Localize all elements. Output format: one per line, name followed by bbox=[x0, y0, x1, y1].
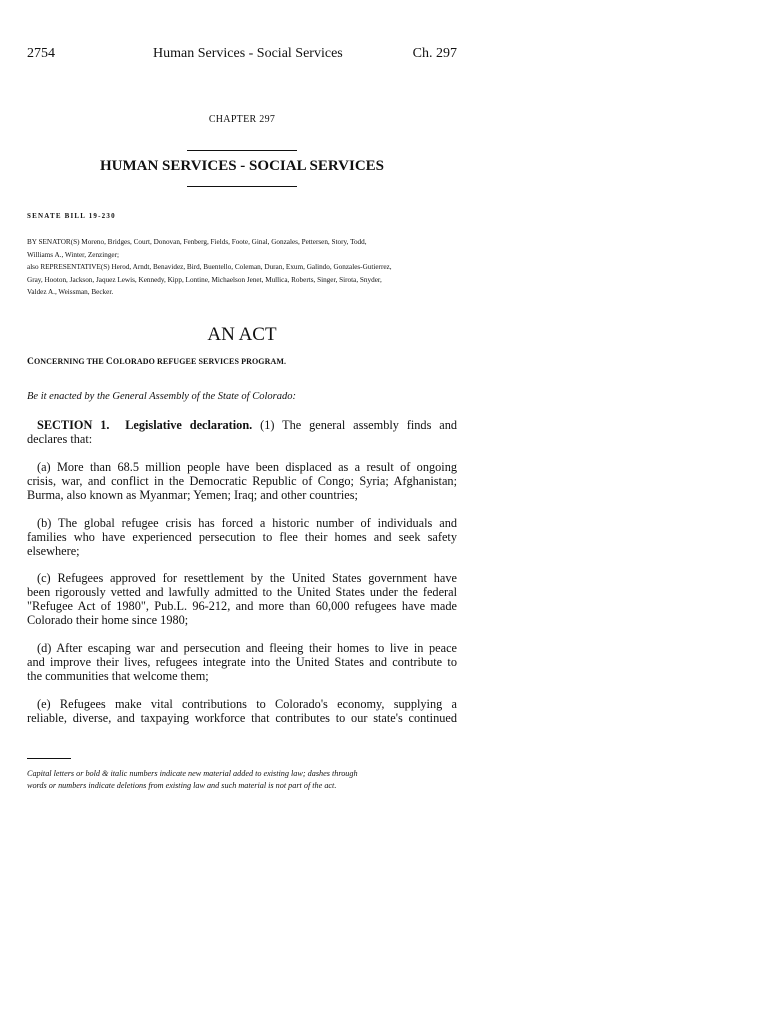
footnote-rule bbox=[27, 758, 71, 759]
concerning-text: ONCERNING THE bbox=[33, 357, 106, 366]
chapter-title: HUMAN SERVICES - SOCIAL SERVICES bbox=[99, 158, 384, 174]
paragraph-e bbox=[27, 697, 457, 725]
bill-number: SENATE BILL 19-230 bbox=[27, 212, 116, 220]
footnote-line: words or numbers indicate deletions from existing law and such material is not part of the act. bbox=[27, 781, 337, 790]
footnote-line: Capital letters or bold & italic numbers indicate new material added to existing law; dashes through bbox=[27, 769, 358, 778]
paragraph-c bbox=[27, 571, 457, 627]
sponsors-line: Gray, Hooton, Jackson, Jaquez Lewis, Kennedy, Kipp, Lontine, Michaelson Jenet, Mullica, Roberts, Singer, Sirota, Snyder, bbox=[27, 275, 382, 284]
sponsors-line: Williams A., Winter, Zenzinger; bbox=[27, 250, 120, 259]
paragraph-line: been rigorously vetted and lawfully admitted to the United States under the federal bbox=[27, 585, 457, 599]
act-title: AN ACT bbox=[207, 324, 277, 345]
enacting-clause: Be it enacted by the General Assembly of the State of Colorado: bbox=[27, 391, 296, 402]
paragraph-line: the communities that welcome them; bbox=[27, 669, 209, 683]
concerning-text: OLORADO REFUGEE SERVICES PROGRAM. bbox=[112, 357, 287, 366]
sponsors-line: Valdez A., Weissman, Becker. bbox=[27, 288, 114, 297]
title-rule-top bbox=[187, 150, 297, 151]
running-title: Human Services - Social Services bbox=[153, 46, 343, 61]
paragraph-line: elsewhere; bbox=[27, 544, 80, 558]
section-text: (1) The general assembly finds and bbox=[260, 418, 457, 432]
paragraph-b bbox=[27, 516, 457, 558]
concerning-initial: C bbox=[27, 357, 34, 367]
chapter-short: Ch. 297 bbox=[412, 46, 457, 61]
chapter-label: CHAPTER 297 bbox=[208, 114, 276, 125]
paragraph-line: (c) Refugees approved for resettlement by the United States government have bbox=[37, 571, 457, 585]
paragraph-line: (a) More than 68.5 million people have been displaced as a result of ongoing bbox=[37, 460, 457, 474]
paragraph-a bbox=[27, 460, 457, 502]
section-1-first-line bbox=[27, 418, 457, 432]
paragraph-line: Burma, also known as Myanmar; Yemen; Iraq; and other countries; bbox=[27, 488, 358, 502]
footnote bbox=[27, 768, 457, 792]
paragraph-line: Colorado their home since 1980; bbox=[27, 613, 189, 627]
paragraph-line: crisis, war, and conflict in the Democratic Republic of Congo; Syria; Afghanistan; bbox=[27, 474, 457, 488]
paragraph-line: reliable, diverse, and taxpaying workforce that contributes to our state's continued bbox=[27, 711, 457, 725]
section-subheading: Legislative declaration. bbox=[125, 418, 253, 432]
paragraph-line: and improve their lives, refugees integrate into the United States and contribute to bbox=[27, 655, 457, 669]
page-number: 2754 bbox=[27, 46, 55, 61]
running-header bbox=[27, 46, 457, 64]
paragraph-line: (e) Refugees make vital contributions to Colorado's economy, supplying a bbox=[37, 697, 457, 711]
paragraph-line: families who have experienced persecution to flee their homes and seek safety bbox=[27, 530, 457, 544]
concerning-clause bbox=[27, 357, 286, 367]
title-rule-bottom bbox=[187, 186, 297, 187]
section-text: declares that: bbox=[27, 432, 93, 446]
section-1-paragraph bbox=[27, 418, 457, 446]
paragraph-d bbox=[27, 641, 457, 683]
paragraph-line: (b) The global refugee crisis has forced a historic number of individuals and bbox=[37, 516, 457, 530]
concerning-initial: C bbox=[105, 357, 113, 367]
paragraph-line: "Refugee Act of 1980", Pub.L. 96-212, and more than 60,000 refugees have made bbox=[27, 599, 457, 613]
sponsors-line: also REPRESENTATIVE(S) Herod, Arndt, Benavidez, Bird, Buentello, Coleman, Duran, Exum, Galindo, Gonzales-Gutierrez, bbox=[27, 263, 392, 272]
sponsors-block bbox=[27, 236, 457, 299]
section-heading: SECTION 1. bbox=[37, 418, 110, 432]
paragraph-line: (d) After escaping war and persecution and fleeing their homes to live in peace bbox=[37, 641, 457, 655]
sponsors-line: BY SENATOR(S) Moreno, Bridges, Court, Donovan, Fenberg, Fields, Foote, Ginal, Gonzales, Pettersen, Story, Todd, bbox=[27, 238, 367, 246]
